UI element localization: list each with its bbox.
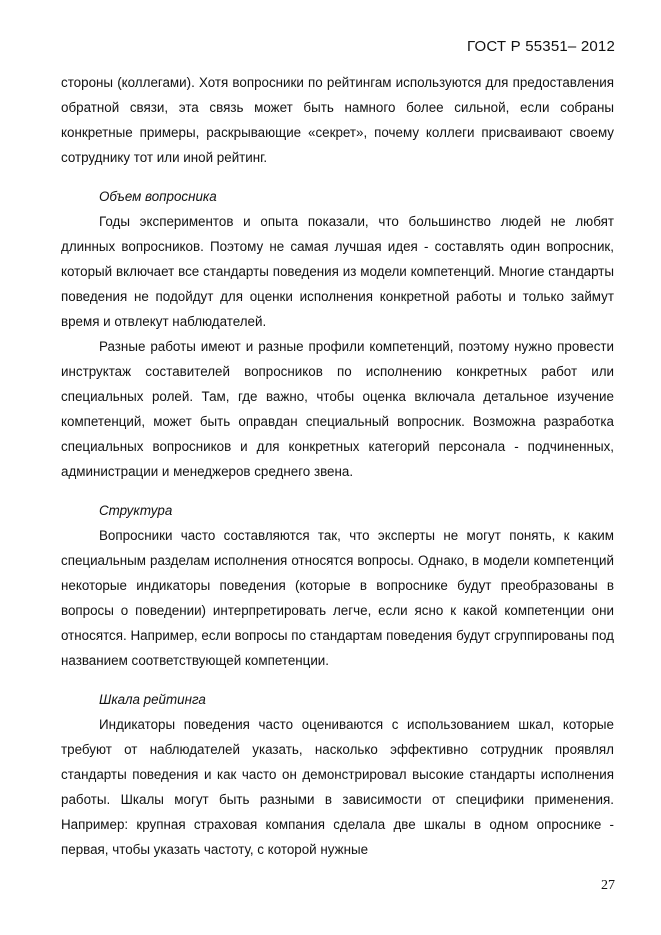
page-number: 27 (601, 878, 615, 893)
rating-scale-paragraph: Индикаторы поведения часто оцениваются с использованием шкал, которые требуют от наблюдателей указать, насколько эффективно сотрудник проявлял стандарты поведения и как часто он демонстрировал высокие стандарты исполнения работы. Шкалы могут быть разными в зависимости от специфики применения. Например: крупная страховая компания сделала две шкалы в одном опроснике - первая, чтобы указать частоту, с которой нужные (61, 717, 614, 857)
structure-paragraph: Вопросники часто составляются так, что эксперты не могут понять, к каким специальным разделам исполнения относятся вопросы. Однако, в модели компетенций некоторые индикаторы поведения (которые в вопроснике будут преобразованы в вопросы о поведении) интерпретировать легче, если ясно к какой компетенции они относятся. Например, если вопросы по стандартам поведения будут сгруппированы под названием соответствующей компетенции. (61, 528, 614, 668)
document-body (61, 70, 614, 862)
section-heading-questionnaire-volume: Объем вопросника (99, 189, 217, 204)
questionnaire-volume-paragraph-1: Годы экспериментов и опыта показали, что большинство людей не любят длинных вопросников. Поэтому не самая лучшая идея - составлять один вопросник, который включает все стандарты поведения из модели компетенций. Многие стандарты поведения не подойдут для оценки исполнения конкретной работы и только займут время и отвлекут наблюдателей. (61, 214, 614, 329)
section-heading-rating-scale: Шкала рейтинга (99, 692, 206, 707)
questionnaire-volume-paragraph-2: Разные работы имеют и разные профили компетенций, поэтому нужно провести инструктаж составителей вопросников по исполнению конкретных работ или специальных ролей. Там, где важно, чтобы оценка включала детальное изучение компетенций, может быть оправдан специальный вопросник. Возможна разработка специальных вопросников и для конкретных категорий персонала - подчиненных, администрации и менеджеров среднего звена. (61, 339, 614, 479)
intro-paragraph: стороны (коллегами). Хотя вопросники по рейтингам используются для предоставления обратной связи, эта связь может быть намного более сильной, если собраны конкретные примеры, раскрывающие «секрет», почему коллеги присваивают своему сотруднику тот или иной рейтинг. (61, 75, 614, 165)
standard-code-header: ГОСТ Р 55351– 2012 (467, 38, 615, 55)
section-heading-structure: Структура (99, 503, 173, 518)
